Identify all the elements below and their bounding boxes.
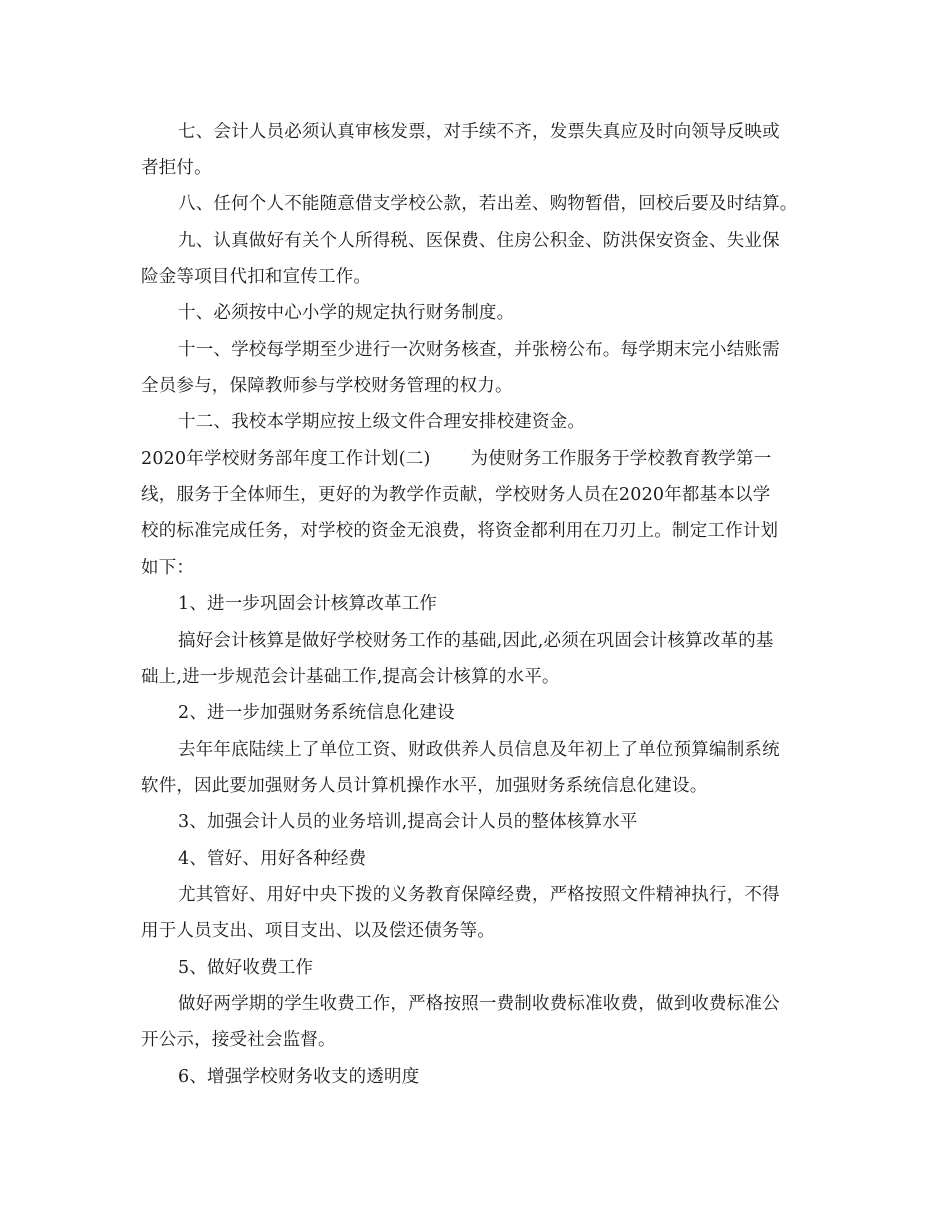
paragraph-line: 七、会计人员必须认真审核发票，对手续不齐，发票失真应及时向领导反映或 [178, 122, 780, 142]
paragraph-line: 开公示，接受社会监督。 [141, 1030, 336, 1050]
subheading-line: 1、进一步巩固会计核算改革工作 [178, 594, 438, 614]
paragraph-line: 九、认真做好有关个人所得税、医保费、住房公积金、防洪保安资金、失业保 [178, 231, 780, 251]
paragraph-line: 线，服务于全体师生，更好的为教学作贡献，学校财务人员在2020年都基本以学 [141, 485, 771, 505]
paragraph-line: 十二、我校本学期应按上级文件合理安排校建资金。 [178, 412, 586, 432]
paragraph-line: 十、必须按中心小学的规定执行财务制度。 [178, 303, 515, 323]
subheading-line: 4、管好、用好各种经费 [178, 849, 367, 869]
paragraph-line: 去年年底陆续上了单位工资、财政供养人员信息及年初上了单位预算编制系统 [178, 740, 780, 760]
paragraph-line: 尤其管好、用好中央下拨的义务教育保障经费，严格按照文件精神执行，不得 [178, 885, 780, 905]
paragraph-line: 软件，因此要加强财务人员计算机操作水平，加强财务系统信息化建设。 [141, 776, 708, 796]
paragraph-line: 险金等项目代扣和宣传工作。 [141, 267, 372, 287]
paragraph-line: 搞好会计核算是做好学校财务工作的基础,因此,必须在巩固会计核算改革的基 [178, 631, 774, 651]
section-title: 2020年学校财务部年度工作计划(二) [141, 449, 431, 469]
paragraph-line: 如下： [141, 558, 195, 578]
paragraph-line: 者拒付。 [141, 158, 212, 178]
subheading-line: 5、做好收费工作 [178, 958, 314, 978]
paragraph-line: 十一、学校每学期至少进行一次财务核查，并张榜公布。每学期末完小结账需 [178, 340, 780, 360]
subheading-line: 6、增强学校财务收支的透明度 [178, 1067, 420, 1087]
paragraph-line: 八、任何个人不能随意借支学校公款，若出差、购物暂借，回校后要及时结算。 [178, 194, 798, 214]
paragraph-line: 全员参与，保障教师参与学校财务管理的权力。 [141, 376, 513, 396]
section-heading-line [141, 448, 771, 470]
heading-continuation-text: 为使财务工作服务于学校教育教学第一 [470, 449, 772, 469]
paragraph-line: 础上,进一步规范会计基础工作,提高会计核算的水平。 [141, 667, 560, 687]
paragraph-line: 做好两学期的学生收费工作，严格按照一费制收费标准收费，做到收费标准公 [178, 994, 780, 1014]
subheading-line: 2、进一步加强财务系统信息化建设 [178, 703, 455, 723]
paragraph-line: 校的标准完成任务，对学校的资金无浪费，将资金都利用在刀刃上。制定工作计划 [141, 521, 779, 541]
paragraph-line: 用于人员支出、项目支出、以及偿还债务等。 [141, 921, 495, 941]
subheading-line: 3、加强会计人员的业务培训,提高会计人员的整体核算水平 [178, 812, 638, 832]
